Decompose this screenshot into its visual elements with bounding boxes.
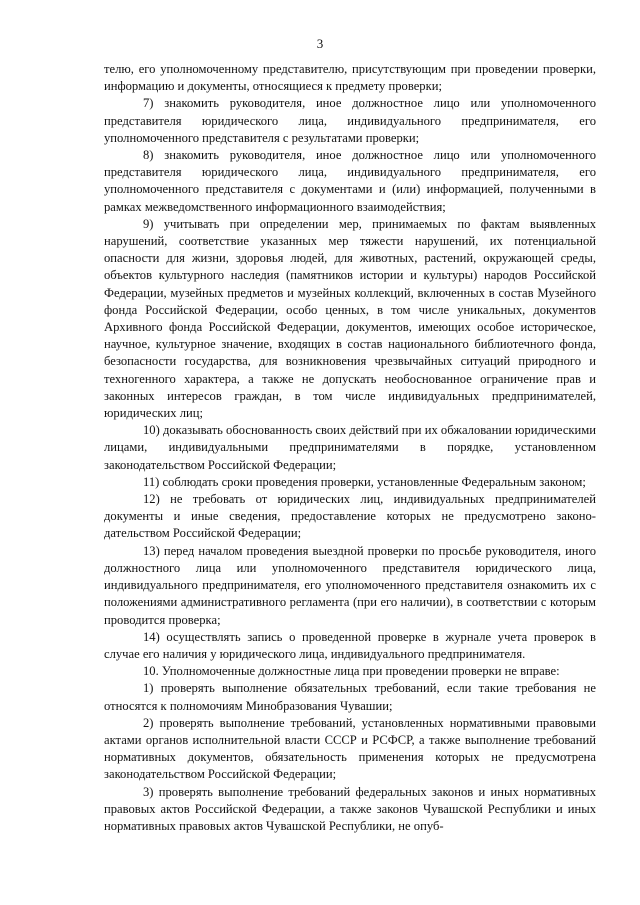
list-item-11: 11) соблюдать сроки проведения проверки, установленные Федеральным законом; bbox=[143, 474, 586, 489]
list-item-12: 12) не требовать от юридических лиц, индивидуальных предпринимателей документы и иные сведения, предоставление которых не предусмотрено законодательством Российской Федерации; bbox=[104, 492, 596, 541]
section-10-heading: 10. Уполномоченные должностные лица при проведении проверки не вправе: bbox=[143, 664, 560, 679]
prohibition-item-3: 3) проверять выполнение требований федеральных законов и иных нормативных правовых актов Российской Федерации, а также законов Чувашской Республики и иных нормативных правовых актов Чувашской Республики, не опуб- bbox=[104, 784, 596, 833]
document-body bbox=[104, 61, 596, 835]
list-item-13: 13) перед началом проведения выездной проверки по просьбе руководителя, иного должностного лица или уполномоченного представителя юридического лица, индивидуального предпринимателя, его уполномоченного представителя ознакомить их с положениями административного регламента (при его наличии), в соответствии с которым проводится проверка; bbox=[104, 543, 596, 627]
page-number: 3 bbox=[316, 36, 324, 51]
list-item-10: 10) доказывать обоснованность своих действий при их обжаловании юридическими лицами, индивидуальными предпринимателями в порядке, установленном законодательством Российской Федерации; bbox=[104, 423, 596, 472]
list-item-9: 9) учитывать при определении мер, принимаемых по фактам выявленных нарушений, соответствие указанных мер тяжести нарушений, их потенциальной опасности для жизни, здоровья людей, для животных, растений, окружающей среды, объектов культурного наследия (памятников истории и культуры) народов Российской Федерации, музейных предметов и музейных коллекций, включенных в состав Музейного фонда Российской Федерации, особо ценных, в том числе уникальных, документов Архивного фонда Российской Федерации, документов, имеющих особое историческое, научное, культурное значение, входящих в состав национального библиотечного фонда, безопасности государства, для возникновения чрезвычайных ситуаций природного и техногенного характера, а также не допускать необоснованное ограничение прав и законных интересов граждан, в том числе индивидуальных предпринимателей, юридических лиц; bbox=[104, 216, 596, 421]
prohibition-item-1: 1) проверять выполнение обязательных требований, если такие требования не относятся к полномочиям Минобразования Чувашии; bbox=[104, 681, 596, 713]
prohibition-item-2: 2) проверять выполнение требований, установленных нормативными правовыми актами органов исполнительной власти СССР и РСФСР, а также выполнение требований нормативных документов, обязательность применения которых не предусмотрена законодательством Российской Федерации; bbox=[104, 715, 596, 782]
paragraph-continuation: телю, его уполномоченному представителю, присутствующим при проведении проверки, информацию и документы, относящиеся к предмету проверки; bbox=[104, 62, 596, 94]
list-item-7: 7) знакомить руководителя, иное должностное лицо или уполномоченного представителя юридического лица, индивидуального предпринимателя, его уполномоченного представителя с результатами проверки; bbox=[104, 96, 596, 145]
list-item-14: 14) осуществлять запись о проведенной проверке в журнале учета проверок в случае его наличия у юридического лица, индивидуального предпринимателя. bbox=[104, 629, 596, 661]
list-item-8: 8) знакомить руководителя, иное должностное лицо или уполномоченного представителя юридического лица, индивидуального предпринимателя, его уполномоченного представителя с документами и (или) информацией, полученными в рамках межведомственного информационного взаимодействия; bbox=[104, 148, 596, 214]
